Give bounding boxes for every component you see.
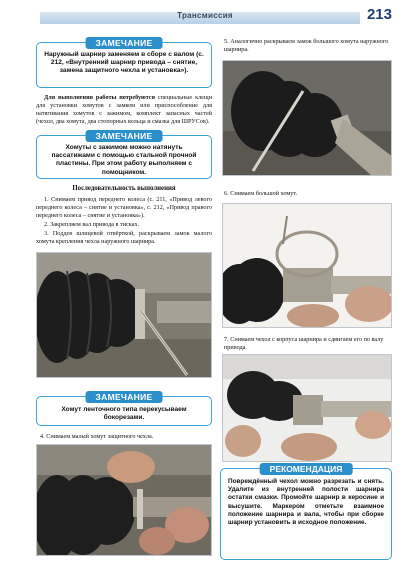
page-header — [0, 0, 410, 28]
tools-lead: Для выполнения работы потребуются — [44, 94, 155, 101]
note-text: Хомуты с зажимом можно натянуть пассатижами с помощью стальной прочной пластины. При этом работу выполняем с помощником. — [51, 144, 197, 176]
caption-step-4: 4. Снимаем малый хомут защитного чехла. — [40, 433, 154, 440]
note-text: Хомут ленточного типа перекусываем бокорезами. — [61, 406, 187, 422]
note-box-shaft-assembly — [36, 38, 212, 88]
procedure-heading: Последовательность выполнения — [72, 185, 176, 192]
caption-step-6: 6. Снимаем большой хомут. — [224, 190, 298, 197]
caption-step-5: 5. Аналогично раскрываем замок большого хомута наружного шарнира. — [224, 38, 389, 54]
page-number: 213 — [366, 6, 392, 23]
photo-illustration — [223, 355, 392, 462]
photo-step-3-open-small-clamp — [36, 252, 212, 378]
caption-step-7: 7. Снимаем чехол с корпуса шарнира и сдвигаем его по валу привода. — [224, 336, 384, 352]
note-box-clamps — [36, 131, 212, 179]
note-box-band-clamp — [36, 392, 212, 426]
photo-step-7-slide-boot — [222, 354, 392, 462]
photo-illustration — [37, 253, 212, 378]
step-3: 3. Поддев шлицевой отвёрткой, раскрываем замок малого хомута крепления чехла наружного шарнира. — [36, 230, 212, 246]
photo-step-5-open-large-clamp — [222, 60, 392, 176]
photo-illustration — [223, 204, 392, 328]
recommendation-title: РЕКОМЕНДАЦИЯ — [260, 463, 353, 475]
tools-text: специальные клещи для установки хомутов с замком или приспособление для натягивания хомутов с зажимом, комплект запасных частей (чехол, два хомута, два стопорных кольца и смазка для ШРУСов). — [36, 94, 212, 126]
recommendation-box — [220, 464, 392, 560]
note-title: ЗАМЕЧАНИЕ — [86, 37, 163, 49]
step-1: 1. Снимаем привод переднего колеса (с. 211, «Привод левого переднего колеса – снятие и установка», с. 212, «Привод правого переднего колеса – снятие и установка»). — [36, 195, 212, 219]
section-title: Трансмиссия — [177, 11, 233, 20]
photo-illustration — [37, 445, 212, 556]
procedure-section — [36, 182, 212, 247]
note-title: ЗАМЕЧАНИЕ — [86, 391, 163, 403]
recommendation-text: Повреждённый чехол можно разрезать и снять. Удалите из внутренней полости шарнира остатки смазки. Промойте шарнир в керосине и высушите. Маркером отметьте взаимное положение шарнира и вала, чтобы при сборке шарнир установить в исходное положение. — [228, 478, 384, 526]
step-2: 2. Закрепляем вал привода в тисках. — [44, 221, 140, 229]
note-title: ЗАМЕЧАНИЕ — [86, 130, 163, 142]
photo-step-4-remove-small-clamp — [36, 444, 212, 556]
photo-step-6-remove-large-clamp — [222, 203, 392, 328]
tools-paragraph — [36, 94, 212, 127]
photo-illustration — [223, 61, 392, 176]
note-text: Наружный шарнир заменяем в сборе с валом (с. 212, «Внутренний шарнир привода – снятие, замена защитного чехла и установка»). — [44, 51, 204, 75]
